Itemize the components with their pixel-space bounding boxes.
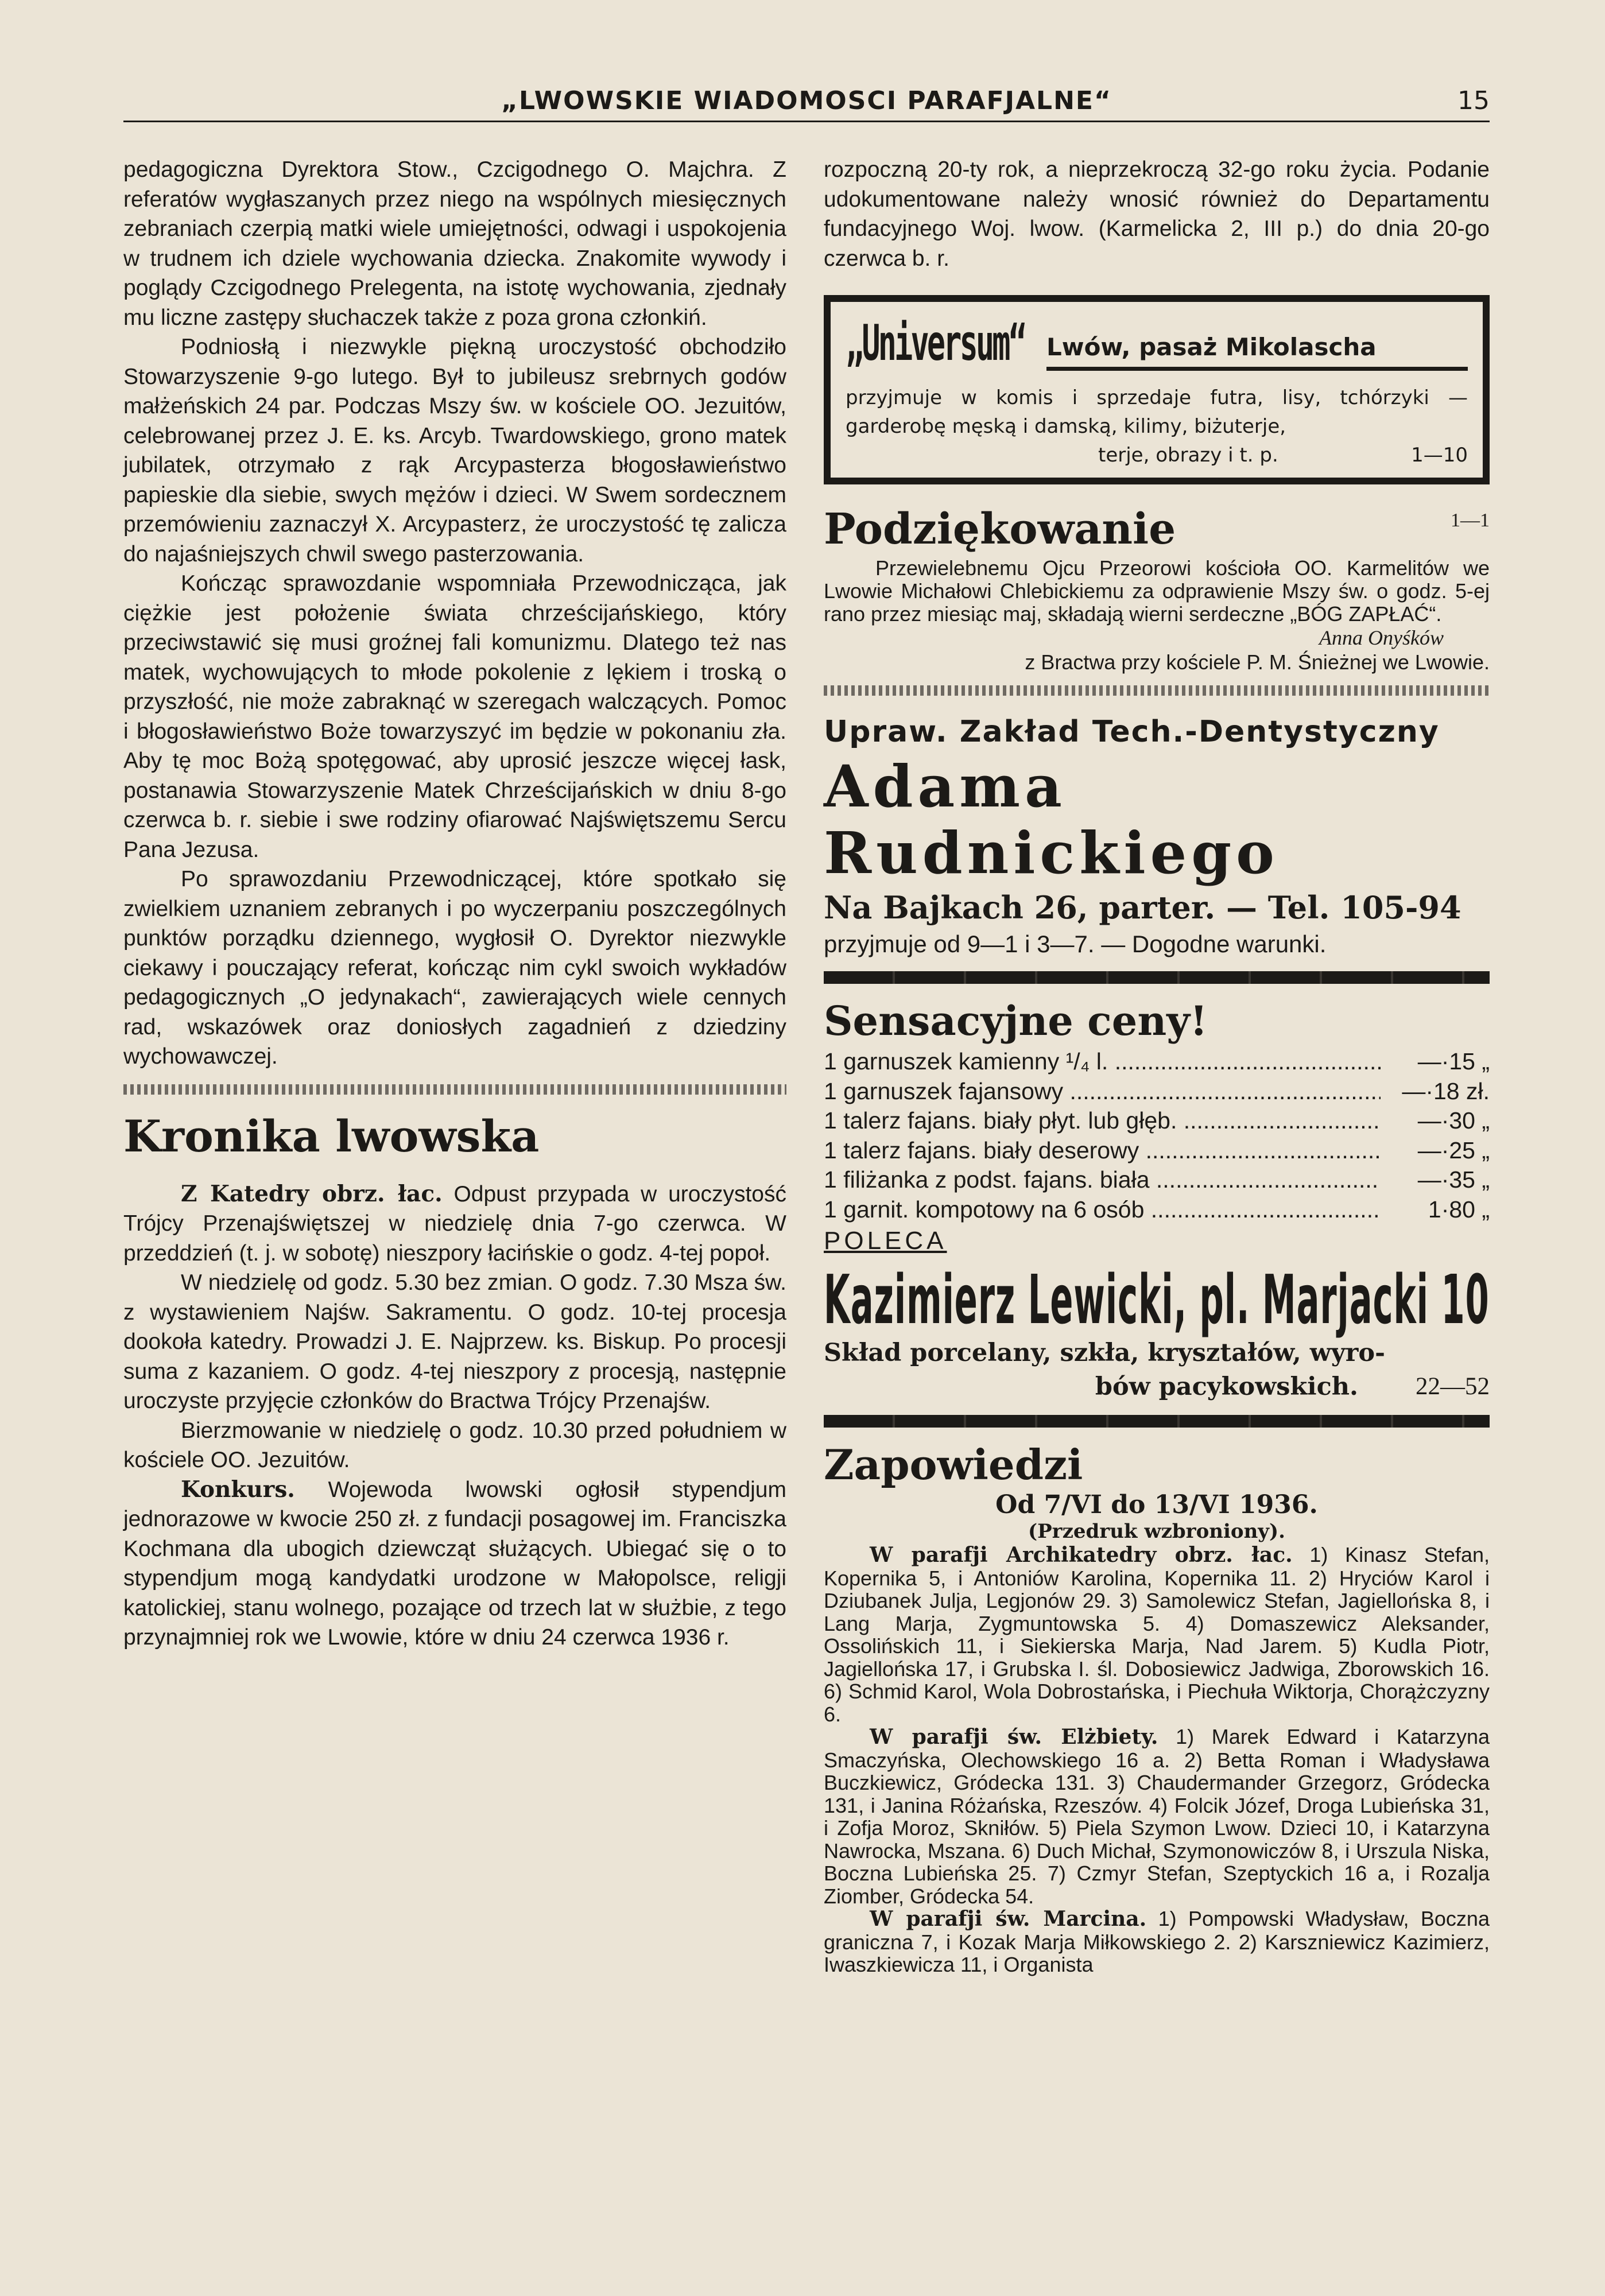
left-column bbox=[123, 155, 786, 1653]
paragraph: Podniosłą i niezwykle piękną uroczystość obchodziło Stowarzyszenie 9-go lutego. Był to jubileusz srebrnych godów małżeńskich 24 par. Podczas Mszy św. w kościele OO. Jezuitów, celebrowanej przez J. E. ks. Arcyb. Twardowskiego, grono matek jubilatek, otrzymało z rąk Arcypasterza błogosławieństwo papieskie dla siebie, swych mężów i dzieci. W Swem sordecznem przemówieniu zaznaczył X. Arcypasterz, że uroczystość tę zalicza do najaśniejszych chwil swego pasterzowania. bbox=[123, 335, 786, 567]
run-in-heading: Z Katedry obrz. łac. bbox=[181, 1180, 443, 1207]
dentist-address: Na Bajkach 26, parter. — Tel. 105-94 bbox=[824, 889, 1461, 926]
paragraph-text: 1) Pompowski Władysław, Boczna graniczna 7, i Kozak Marja Miłkowskiego 2. 2) Karszniewicz Kazimierz, Iwaszkiewicza 11, i Organista bbox=[824, 1907, 1490, 1976]
price-row bbox=[824, 1077, 1490, 1107]
zapowiedzi-marcina bbox=[824, 1907, 1490, 1976]
zapowiedzi-note: (Przedruk wzbroniony). bbox=[1028, 1520, 1285, 1543]
paragraph-text: 1) Marek Edward i Katarzyna Smaczyńska, Olechowskiego 16 a. 2) Betta Roman i Władysława Buczkiewicz, Gródecka 131. 3) Chaudermander Grzegorz, Gródecka 131, i Janina Różańska, Rzeszów. 4) Folcik Józef, Droga Lubieńska 31, i Zofja Moroz, Skniłów. 5) Piela Szymon Lwow. Dzieci 10, i Katarzyna Nawrocka, Mszana. 6) Duch Michał, Szymonowiczów 8, i Urszula Niska, Boczna Lubieńska 25. 7) Czmyr Stefan, Szeptyckich 16 a, i Rozalja Ziomber, Gródecka 54. bbox=[824, 1725, 1490, 1908]
sklad-last-text: bów pacykowskich. bbox=[1095, 1372, 1358, 1401]
dentist-name: Adama Rudnickiego bbox=[824, 753, 1279, 887]
price-item-name: 1 talerz fajans. biały płyt. lub głęb. ..... bbox=[824, 1106, 1381, 1136]
ornament-divider bbox=[824, 685, 1490, 696]
zapowiedzi-archikatedra bbox=[824, 1543, 1490, 1725]
sklad-line: Skład porcelany, szkła, kryształów, wyro- bbox=[824, 1339, 1385, 1367]
ad-universum-logo: „Universum“ bbox=[846, 315, 1025, 372]
price-item-name: 1 filiżanka z podst. fajans. biała ..... bbox=[824, 1165, 1381, 1195]
paragraph-text: Odpust przypada w uroczystość Trójcy Przenajświętszej w niedzielę dnia 7-go czerwca. W przeddzień (t. j. w sobotę) nieszpory łacińskie o godz. 4-tej popoł. bbox=[123, 1181, 786, 1266]
header-title: „LWOWSKIE WIADOMOSCI PARAFJALNE“ bbox=[501, 86, 1112, 115]
paragraph: Kończąc sprawozdanie wspomniała Przewodnicząca, jak ciężkie jest położenie świata chrześcijańskiego, który przeciwstawić się musi groźnej fali komunizmu. Dlatego też nas matek, wychowujących to młode pokolenie z lękiem i troską o przyszłość, nie może zabraknąć w szeregach walczących. Pomoc i błogosławieństwo Boże towarzyszyć im będzie w pokonaniu zła. Aby tę moc Bożą spotęgować, aby uprosić jeszcze więcej łask, postanawia Stowarzyszenie Matek Chrześcijańskich w dniu 8-go czerwca b. r. siebie i swe rodziny ofiarować Najświętszemu Sercu Pana Jezusa. bbox=[123, 571, 786, 862]
price-list bbox=[824, 1047, 1490, 1224]
ad-universum-code: 1—10 bbox=[1411, 444, 1468, 467]
price-row bbox=[824, 1136, 1490, 1166]
price-row bbox=[824, 1165, 1490, 1195]
lewicki-name: Kazimierz Lewicki, pl. Marjacki 10 bbox=[824, 1260, 1490, 1339]
right-column bbox=[824, 155, 1490, 1976]
price-item-name: 1 garnuszek fajansowy ..... bbox=[824, 1077, 1381, 1107]
ad-universum bbox=[824, 295, 1490, 484]
price-row bbox=[824, 1047, 1490, 1077]
price-item-value: —·30 „ bbox=[1417, 1107, 1490, 1134]
podziekowanie-title: Podziękowanie bbox=[824, 505, 1176, 554]
price-row bbox=[824, 1195, 1490, 1225]
paragraph: pedagogiczna Dyrektora Stow., Czcigodnego O. Majchra. Z referatów wygłaszanych przez niego na wspólnych miesięcznych zebraniach czerpią matki wiele umiejętności, odwagi i uspokojenia w trudnem ich dziele wychowania dziecka. Znakomite wywody i poglądy Czcigodnego Prelegenta, na istotę wychowania, zjednały mu liczne zastępy słuchaczek także z poza grona członkiń. bbox=[123, 157, 786, 330]
price-item-value: 1·80 „ bbox=[1428, 1196, 1490, 1223]
price-item-value: —·35 „ bbox=[1417, 1166, 1490, 1193]
paragraph-katedra bbox=[123, 1180, 786, 1269]
paragraph: Po sprawozdaniu Przewodniczącej, które spotkało się zwielkiem uznaniem zebranych i po wyczerpaniu poszczególnych punktów porządku dziennego, wygłosił O. Dyrektor niezwykle ciekawy i pouczający referat, kończąc nim cykl swoich wykładów pedagogicznych „O jedynakach“, zawierających wiele cennych rad, wskazówek oraz doniosłych zagadnień z dziedziny wychowawczej. bbox=[123, 867, 786, 1069]
podziekowanie-text: Przewielebnemu Ojcu Przeorowi kościoła OO. Karmelitów we Lwowie Michałowi Chlebickiemu za odprawienie Mszy św. o godz. 5-ej rano przez miesiąc maj, składają wierni serdeczne „BÓG ZAPŁAĆ“. bbox=[824, 556, 1490, 626]
zapowiedzi-elzbiety bbox=[824, 1725, 1490, 1907]
poleca-label: POLECA bbox=[824, 1227, 947, 1255]
paragraph: Bierzmowanie w niedzielę o godz. 10.30 przed południem w kościele OO. Jezuitów. bbox=[123, 1418, 786, 1472]
dentist-line1: Upraw. Zakład Tech.-Dentystyczny bbox=[824, 715, 1440, 749]
header-rule bbox=[123, 121, 1490, 122]
run-in-heading: W parafji Archikatedry obrz. łac. bbox=[870, 1543, 1293, 1567]
ornament-divider bbox=[123, 1084, 786, 1095]
ad-universum-last-line bbox=[846, 441, 1468, 470]
paragraph-text: Wojewoda lwowski ogłosił stypendjum jednorazowe w kwocie 250 zł. z fundacji posagowej im. Franciszka Kochmana dla ubogich dziewcząt służących. Ubiegać się o to stypendjum mogą kandydatki urodzone w Małopolsce, religji katolickiej, stanu wolnego, pozające od trzech lat w służbie, z tego przynajmniej rok we Lwowie, które w dniu 24 czerwca 1936 r. bbox=[123, 1477, 786, 1650]
podziekowanie-heading bbox=[824, 502, 1490, 557]
sklad-code: 22—52 bbox=[1416, 1373, 1490, 1400]
price-item-name: 1 garnit. kompotowy na 6 osób ..... bbox=[824, 1195, 1381, 1225]
run-in-heading: W parafji św. Marcina. bbox=[870, 1907, 1147, 1931]
ad-universum-location: Lwów, pasaż Mikolascha bbox=[1046, 333, 1468, 371]
podziekowanie-signature-affiliation: z Bractwa przy kościele P. M. Śnieżnej we Lwowie. bbox=[1025, 650, 1490, 674]
thick-divider bbox=[824, 1415, 1490, 1428]
paragraph-continued: rozpoczną 20-ty rok, a nieprzekroczą 32-go roku życia. Podanie udokumentowane należy wnosić również do Departamentu fundacyjnego Woj. lwow. (Karmelicka 2, III p.) do dnia 20-go czerwca b. r. bbox=[824, 157, 1490, 271]
dentist-hours: przyjmuje od 9—1 i 3—7. — Dogodne warunki. bbox=[824, 930, 1327, 957]
paragraph: W niedzielę od godz. 5.30 bez zmian. O godz. 7.30 Msza św. z wystawieniem Najśw. Sakramentu. O godz. 10-tej procesja dookoła katedry. Prowadzi J. E. Najprzew. ks. Biskup. Po procesji suma z kazaniem. O godz. 4-tej nieszpory z procesją, następnie uroczyste przyjęcie członków do Bractwa Trójcy Przenajśw. bbox=[123, 1270, 786, 1413]
podziekowanie-signature: Anna Onyśków bbox=[1319, 626, 1444, 649]
podziekowanie-code: 1—1 bbox=[1451, 510, 1490, 531]
ad-universum-last: terje, obrazy i t. p. bbox=[1098, 444, 1278, 467]
price-item-value: —·25 „ bbox=[1417, 1137, 1490, 1163]
section-title-kronika: Kronika lwowska bbox=[123, 1110, 540, 1162]
price-row bbox=[824, 1106, 1490, 1136]
price-item-name: 1 garnuszek kamienny ¹/₄ l. ..... bbox=[824, 1047, 1381, 1077]
ad-universum-body: przyjmuje w komis i sprzedaje futra, lisy, tchórzyki — garderobę męską i damską, kilimy, biżuterje, bbox=[846, 386, 1468, 438]
page-number: 15 bbox=[1457, 86, 1490, 115]
price-item-name: 1 talerz fajans. biały deserowy ..... bbox=[824, 1136, 1381, 1166]
price-item-value: —·18 zł. bbox=[1402, 1077, 1490, 1104]
paragraph-konkurs bbox=[123, 1475, 786, 1653]
thick-divider bbox=[824, 971, 1490, 984]
zapowiedzi-title: Zapowiedzi bbox=[824, 1440, 1083, 1489]
price-item-value: —·15 „ bbox=[1417, 1048, 1490, 1075]
sklad-last-line bbox=[824, 1370, 1490, 1403]
run-in-heading: Konkurs. bbox=[181, 1476, 295, 1503]
zapowiedzi-dates: Od 7/VI do 13/VI 1936. bbox=[995, 1490, 1318, 1519]
prices-title: Sensacyjne ceny! bbox=[824, 997, 1208, 1045]
run-in-heading: W parafji św. Elżbiety. bbox=[870, 1725, 1158, 1749]
paragraph-text: 1) Kinasz Stefan, Kopernika 5, i Antoniów Karolina, Kopernika 11. 2) Hryciów Karol i Dziubanek Julja, Legjonów 29. 3) Samolewicz Stefan, Jagiellońska 8, i Lang Marja, Zygmuntowska 5. 4) Domaszewicz Aleksander, Ossolińskich 11, i Siekierska Marja, Nad Jarem. 5) Kudla Piotr, Jagiellońska 17, i Grubska I. śl. Dobosiewicz Jadwiga, Zborowskich 16. 6) Schmid Karol, Wola Dobrostańska, i Piechuła Wiktorja, Chorążczyzny 6. bbox=[824, 1543, 1490, 1726]
